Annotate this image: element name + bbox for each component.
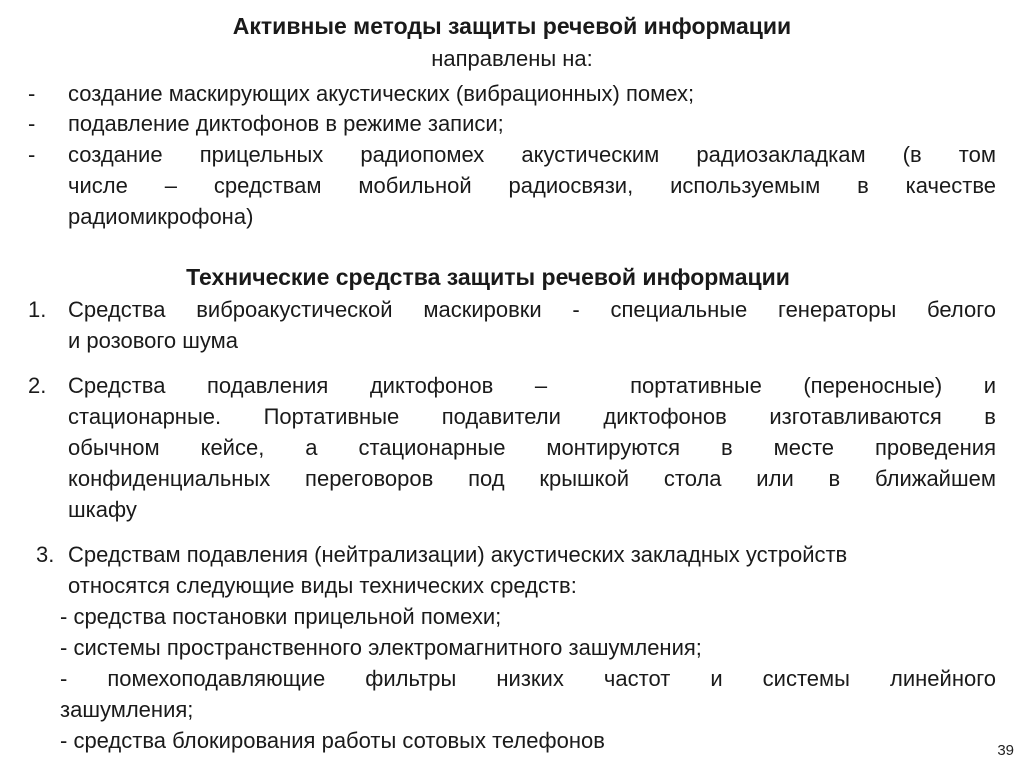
- list-item: подавление диктофонов в режиме записи;: [68, 111, 504, 136]
- section1-title: Активные методы защиты речевой информации: [232, 13, 792, 39]
- list-marker: -: [28, 111, 36, 136]
- sub-list-item: - помехоподавляющие фильтры низких частот и системы линейного: [60, 666, 996, 691]
- section2-title: Технические средства защиты речевой информации: [186, 264, 790, 290]
- list-item-line: радиомикрофона): [68, 204, 254, 229]
- sub-list-item: - системы пространственного электромагнитного зашумления;: [60, 635, 702, 660]
- sub-list-item: зашумления;: [60, 697, 194, 722]
- sub-list-item: - средства блокирования работы сотовых телефонов: [60, 728, 605, 753]
- section1-subtitle: направлены на:: [431, 46, 593, 71]
- list-item-line: обычном кейсе, а стационарные монтируются в месте проведения: [68, 435, 996, 460]
- list-marker: -: [28, 81, 36, 106]
- list-marker: 1.: [28, 297, 47, 322]
- list-item-line: шкафу: [68, 497, 137, 522]
- list-item-line: относятся следующие виды технических средств:: [68, 573, 577, 598]
- list-item-line: и розового шума: [68, 328, 239, 353]
- list-item-line: создание прицельных радиопомех акустическим радиозакладкам (в том: [68, 142, 996, 167]
- list-item: создание маскирующих акустических (вибрационных) помех;: [68, 81, 695, 106]
- list-item-line: конфиденциальных переговоров под крышкой стола или в ближайшем: [68, 466, 996, 491]
- list-marker: 3.: [36, 542, 55, 567]
- list-item-line: Средства виброакустической маскировки - специальные генераторы белого: [68, 297, 996, 322]
- list-marker: -: [28, 142, 36, 167]
- list-item-line: Средства подавления диктофонов – портативные (переносные) и: [68, 373, 996, 398]
- list-item-line: числе – средствам мобильной радиосвязи, используемым в качестве: [68, 173, 996, 198]
- sub-list-item: - средства постановки прицельной помехи;: [60, 604, 502, 629]
- list-item-line: стационарные. Портативные подавители диктофонов изготавливаются в: [68, 404, 996, 429]
- list-item-line: Средствам подавления (нейтрализации) акустических закладных устройств: [68, 542, 848, 567]
- page-number: 39: [997, 742, 1014, 759]
- list-marker: 2.: [28, 373, 47, 398]
